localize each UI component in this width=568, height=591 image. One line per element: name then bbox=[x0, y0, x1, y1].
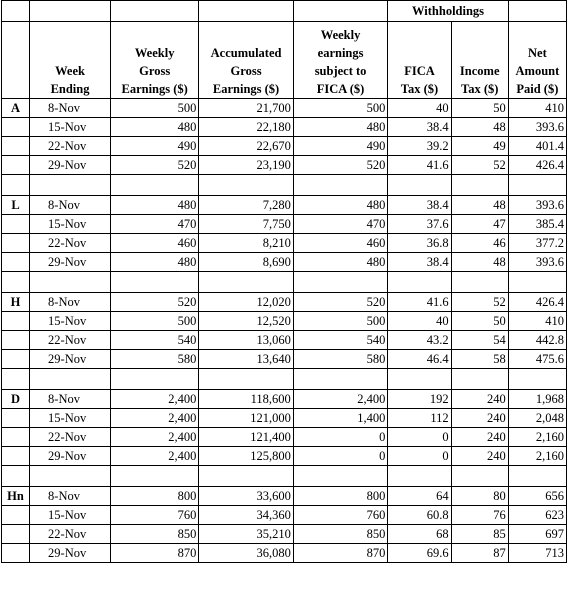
employee-label: D bbox=[2, 390, 30, 409]
withholdings-header-row bbox=[2, 1, 567, 22]
value-cell: 43.2 bbox=[388, 331, 451, 350]
value-cell: 2,400 bbox=[111, 409, 199, 428]
table-body bbox=[2, 99, 567, 563]
spacer-row bbox=[2, 272, 567, 293]
employee-label bbox=[2, 137, 30, 156]
employee-label bbox=[2, 253, 30, 272]
employee-label bbox=[2, 234, 30, 253]
value-cell: 192 bbox=[388, 390, 451, 409]
value-cell: 240 bbox=[451, 409, 508, 428]
week-ending-cell: 8-Nov bbox=[30, 487, 111, 506]
employee-label bbox=[2, 428, 30, 447]
withholdings-label: Withholdings bbox=[388, 1, 508, 22]
value-cell: 540 bbox=[111, 331, 199, 350]
table-row bbox=[2, 99, 567, 118]
value-cell: 23,190 bbox=[199, 156, 294, 175]
table-row bbox=[2, 506, 567, 525]
table-row bbox=[2, 234, 567, 253]
week-ending-cell: 15-Nov bbox=[30, 506, 111, 525]
employee-label: Hn bbox=[2, 487, 30, 506]
value-cell: 870 bbox=[111, 544, 199, 563]
value-cell: 377.2 bbox=[508, 234, 566, 253]
value-cell: 470 bbox=[111, 215, 199, 234]
value-cell: 48 bbox=[451, 118, 508, 137]
value-cell: 2,400 bbox=[293, 390, 388, 409]
value-cell: 34,360 bbox=[199, 506, 294, 525]
value-cell: 442.8 bbox=[508, 331, 566, 350]
value-cell: 401.4 bbox=[508, 137, 566, 156]
value-cell: 41.6 bbox=[388, 156, 451, 175]
table-row bbox=[2, 312, 567, 331]
value-cell: 800 bbox=[293, 487, 388, 506]
table-row bbox=[2, 253, 567, 272]
value-cell: 0 bbox=[293, 447, 388, 466]
value-cell: 69.6 bbox=[388, 544, 451, 563]
value-cell: 46.4 bbox=[388, 350, 451, 369]
value-cell: 580 bbox=[293, 350, 388, 369]
value-cell: 697 bbox=[508, 525, 566, 544]
col-net-paid: Net Amount Paid ($) bbox=[508, 22, 566, 99]
table-row bbox=[2, 544, 567, 563]
value-cell: 2,160 bbox=[508, 447, 566, 466]
value-cell: 500 bbox=[293, 312, 388, 331]
value-cell: 850 bbox=[293, 525, 388, 544]
value-cell: 64 bbox=[388, 487, 451, 506]
week-ending-cell: 8-Nov bbox=[30, 293, 111, 312]
week-ending-cell: 8-Nov bbox=[30, 99, 111, 118]
value-cell: 760 bbox=[293, 506, 388, 525]
value-cell: 0 bbox=[388, 447, 451, 466]
value-cell: 41.6 bbox=[388, 293, 451, 312]
table-row bbox=[2, 487, 567, 506]
value-cell: 500 bbox=[111, 312, 199, 331]
value-cell: 480 bbox=[111, 196, 199, 215]
value-cell: 2,160 bbox=[508, 428, 566, 447]
employee-label bbox=[2, 312, 30, 331]
week-ending-cell: 29-Nov bbox=[30, 447, 111, 466]
value-cell: 36.8 bbox=[388, 234, 451, 253]
value-cell: 52 bbox=[451, 293, 508, 312]
value-cell: 480 bbox=[111, 253, 199, 272]
value-cell: 52 bbox=[451, 156, 508, 175]
value-cell: 480 bbox=[293, 253, 388, 272]
week-ending-cell: 15-Nov bbox=[30, 118, 111, 137]
value-cell: 426.4 bbox=[508, 293, 566, 312]
value-cell: 47 bbox=[451, 215, 508, 234]
value-cell: 49 bbox=[451, 137, 508, 156]
value-cell: 12,020 bbox=[199, 293, 294, 312]
value-cell: 121,000 bbox=[199, 409, 294, 428]
value-cell: 37.6 bbox=[388, 215, 451, 234]
value-cell: 500 bbox=[293, 99, 388, 118]
employee-label bbox=[2, 331, 30, 350]
value-cell: 520 bbox=[293, 156, 388, 175]
table-row bbox=[2, 390, 567, 409]
value-cell: 21,700 bbox=[199, 99, 294, 118]
value-cell: 85 bbox=[451, 525, 508, 544]
week-ending-cell: 29-Nov bbox=[30, 253, 111, 272]
value-cell: 40 bbox=[388, 99, 451, 118]
value-cell: 38.4 bbox=[388, 196, 451, 215]
value-cell: 475.6 bbox=[508, 350, 566, 369]
value-cell: 393.6 bbox=[508, 253, 566, 272]
value-cell: 520 bbox=[293, 293, 388, 312]
week-ending-cell: 8-Nov bbox=[30, 390, 111, 409]
value-cell: 33,600 bbox=[199, 487, 294, 506]
value-cell: 580 bbox=[111, 350, 199, 369]
value-cell: 540 bbox=[293, 331, 388, 350]
value-cell: 240 bbox=[451, 447, 508, 466]
value-cell: 480 bbox=[293, 196, 388, 215]
value-cell: 713 bbox=[508, 544, 566, 563]
employee-label bbox=[2, 156, 30, 175]
value-cell: 426.4 bbox=[508, 156, 566, 175]
week-ending-cell: 15-Nov bbox=[30, 409, 111, 428]
value-cell: 480 bbox=[293, 118, 388, 137]
value-cell: 760 bbox=[111, 506, 199, 525]
value-cell: 39.2 bbox=[388, 137, 451, 156]
column-header-row bbox=[2, 22, 567, 99]
value-cell: 35,210 bbox=[199, 525, 294, 544]
employee-label bbox=[2, 215, 30, 234]
employee-label bbox=[2, 525, 30, 544]
employee-label bbox=[2, 544, 30, 563]
value-cell: 2,400 bbox=[111, 447, 199, 466]
value-cell: 850 bbox=[111, 525, 199, 544]
value-cell: 500 bbox=[111, 99, 199, 118]
value-cell: 520 bbox=[111, 156, 199, 175]
value-cell: 490 bbox=[111, 137, 199, 156]
col-accumulated-gross: Accumulated Gross Earnings ($) bbox=[199, 22, 294, 99]
value-cell: 80 bbox=[451, 487, 508, 506]
value-cell: 50 bbox=[451, 99, 508, 118]
week-ending-cell: 29-Nov bbox=[30, 544, 111, 563]
col-weekly-gross: Weekly Gross Earnings ($) bbox=[111, 22, 199, 99]
value-cell: 2,400 bbox=[111, 390, 199, 409]
value-cell: 38.4 bbox=[388, 118, 451, 137]
spacer-row bbox=[2, 369, 567, 390]
table-row bbox=[2, 215, 567, 234]
payroll-table bbox=[1, 0, 567, 563]
week-ending-cell: 15-Nov bbox=[30, 312, 111, 331]
col-income-tax: Income Tax ($) bbox=[451, 22, 508, 99]
value-cell: 40 bbox=[388, 312, 451, 331]
table-row bbox=[2, 331, 567, 350]
value-cell: 7,280 bbox=[199, 196, 294, 215]
employee-label: H bbox=[2, 293, 30, 312]
employee-label: L bbox=[2, 196, 30, 215]
value-cell: 1,400 bbox=[293, 409, 388, 428]
table-row bbox=[2, 156, 567, 175]
value-cell: 13,640 bbox=[199, 350, 294, 369]
value-cell: 393.6 bbox=[508, 118, 566, 137]
value-cell: 60.8 bbox=[388, 506, 451, 525]
value-cell: 58 bbox=[451, 350, 508, 369]
table-row bbox=[2, 137, 567, 156]
value-cell: 800 bbox=[111, 487, 199, 506]
employee-label bbox=[2, 506, 30, 525]
value-cell: 22,670 bbox=[199, 137, 294, 156]
value-cell: 0 bbox=[293, 428, 388, 447]
value-cell: 1,968 bbox=[508, 390, 566, 409]
week-ending-cell: 29-Nov bbox=[30, 350, 111, 369]
value-cell: 490 bbox=[293, 137, 388, 156]
spacer-row bbox=[2, 466, 567, 487]
value-cell: 8,210 bbox=[199, 234, 294, 253]
week-ending-cell: 22-Nov bbox=[30, 525, 111, 544]
employee-label bbox=[2, 447, 30, 466]
table-row bbox=[2, 293, 567, 312]
table-row bbox=[2, 447, 567, 466]
table-row bbox=[2, 196, 567, 215]
value-cell: 2,400 bbox=[111, 428, 199, 447]
value-cell: 68 bbox=[388, 525, 451, 544]
week-ending-cell: 22-Nov bbox=[30, 428, 111, 447]
week-ending-cell: 8-Nov bbox=[30, 196, 111, 215]
value-cell: 13,060 bbox=[199, 331, 294, 350]
col-week-ending: Week Ending bbox=[30, 22, 111, 99]
table-row bbox=[2, 350, 567, 369]
value-cell: 48 bbox=[451, 196, 508, 215]
value-cell: 76 bbox=[451, 506, 508, 525]
employee-label: A bbox=[2, 99, 30, 118]
week-ending-cell: 15-Nov bbox=[30, 215, 111, 234]
value-cell: 87 bbox=[451, 544, 508, 563]
value-cell: 36,080 bbox=[199, 544, 294, 563]
week-ending-cell: 29-Nov bbox=[30, 156, 111, 175]
value-cell: 240 bbox=[451, 428, 508, 447]
value-cell: 480 bbox=[111, 118, 199, 137]
value-cell: 121,400 bbox=[199, 428, 294, 447]
value-cell: 623 bbox=[508, 506, 566, 525]
week-ending-cell: 22-Nov bbox=[30, 137, 111, 156]
value-cell: 8,690 bbox=[199, 253, 294, 272]
value-cell: 410 bbox=[508, 312, 566, 331]
week-ending-cell: 22-Nov bbox=[30, 234, 111, 253]
value-cell: 112 bbox=[388, 409, 451, 428]
value-cell: 240 bbox=[451, 390, 508, 409]
value-cell: 656 bbox=[508, 487, 566, 506]
employee-label bbox=[2, 118, 30, 137]
value-cell: 470 bbox=[293, 215, 388, 234]
table-row bbox=[2, 525, 567, 544]
value-cell: 393.6 bbox=[508, 196, 566, 215]
value-cell: 118,600 bbox=[199, 390, 294, 409]
value-cell: 410 bbox=[508, 99, 566, 118]
table-row bbox=[2, 409, 567, 428]
col-fica-tax: FICA Tax ($) bbox=[388, 22, 451, 99]
employee-label bbox=[2, 350, 30, 369]
table-row bbox=[2, 428, 567, 447]
value-cell: 125,800 bbox=[199, 447, 294, 466]
value-cell: 46 bbox=[451, 234, 508, 253]
spacer-row bbox=[2, 175, 567, 196]
employee-label bbox=[2, 409, 30, 428]
table-row bbox=[2, 118, 567, 137]
value-cell: 50 bbox=[451, 312, 508, 331]
value-cell: 870 bbox=[293, 544, 388, 563]
value-cell: 460 bbox=[293, 234, 388, 253]
value-cell: 7,750 bbox=[199, 215, 294, 234]
value-cell: 520 bbox=[111, 293, 199, 312]
value-cell: 385.4 bbox=[508, 215, 566, 234]
value-cell: 2,048 bbox=[508, 409, 566, 428]
value-cell: 22,180 bbox=[199, 118, 294, 137]
value-cell: 54 bbox=[451, 331, 508, 350]
value-cell: 48 bbox=[451, 253, 508, 272]
col-fica-subject: Weekly earnings subject to FICA ($) bbox=[293, 22, 388, 99]
value-cell: 38.4 bbox=[388, 253, 451, 272]
value-cell: 12,520 bbox=[199, 312, 294, 331]
week-ending-cell: 22-Nov bbox=[30, 331, 111, 350]
value-cell: 460 bbox=[111, 234, 199, 253]
value-cell: 0 bbox=[388, 428, 451, 447]
